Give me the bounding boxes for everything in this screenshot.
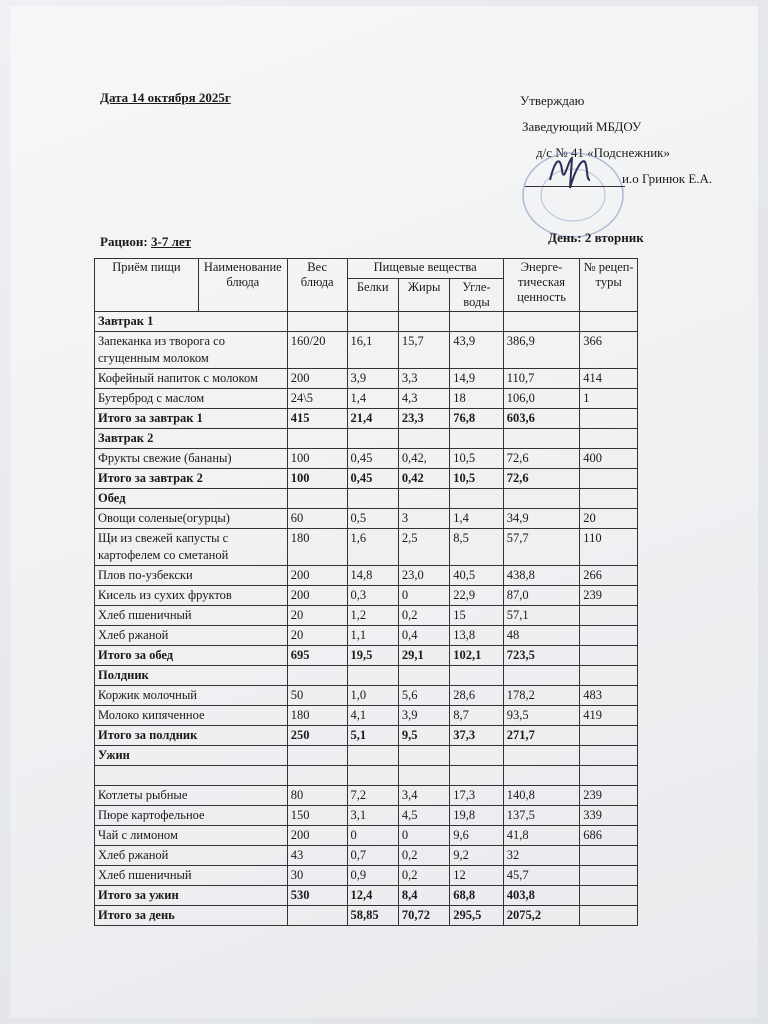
recipe-cell [580, 409, 638, 429]
dish-cell: Хлеб ржаной [95, 626, 288, 646]
fat-cell: 3,3 [398, 369, 449, 389]
recipe-cell: 686 [580, 826, 638, 846]
recipe-cell [580, 606, 638, 626]
energy-cell: 45,7 [503, 866, 580, 886]
empty-cell [287, 666, 347, 686]
recipe-cell: 266 [580, 566, 638, 586]
protein-cell: 16,1 [347, 332, 398, 369]
weight-cell: 30 [287, 866, 347, 886]
approve-position: Заведующий МБДОУ [522, 119, 642, 134]
total-row [95, 469, 638, 489]
energy-cell: 72,6 [503, 469, 580, 489]
day-label: День: 2 вторник [548, 230, 644, 245]
recipe-cell [580, 646, 638, 666]
weight-cell: 150 [287, 806, 347, 826]
dish-cell: Итого за завтрак 1 [95, 409, 288, 429]
fat-cell: 23,0 [398, 566, 449, 586]
protein-cell: 1,4 [347, 389, 398, 409]
recipe-cell: 414 [580, 369, 638, 389]
energy-cell: 106,0 [503, 389, 580, 409]
col-recipe: № рецеп-туры [580, 259, 638, 312]
protein-cell: 1,1 [347, 626, 398, 646]
dish-cell: Запеканка из творога со сгущенным молоком [95, 332, 288, 369]
empty-cell [287, 489, 347, 509]
section-row [95, 746, 638, 766]
fat-cell: 8,4 [398, 886, 449, 906]
dish-cell: Итого за завтрак 2 [95, 469, 288, 489]
dish-cell: Овощи соленые(огурцы) [95, 509, 288, 529]
empty-cell [580, 746, 638, 766]
empty-cell [580, 489, 638, 509]
empty-cell [450, 766, 503, 786]
weight-cell: 200 [287, 566, 347, 586]
dish-cell: Кисель из сухих фруктов [95, 586, 288, 606]
protein-cell: 12,4 [347, 886, 398, 906]
weight-cell [287, 906, 347, 926]
protein-cell: 21,4 [347, 409, 398, 429]
dish-cell: Щи из свежей капусты с картофелем со сметаной [95, 529, 288, 566]
section-row [95, 666, 638, 686]
weight-cell: 80 [287, 786, 347, 806]
carbs-cell: 18 [450, 389, 503, 409]
recipe-cell: 339 [580, 806, 638, 826]
recipe-cell: 239 [580, 586, 638, 606]
table-row [95, 509, 638, 529]
carbs-cell: 28,6 [450, 686, 503, 706]
empty-cell [95, 766, 288, 786]
recipe-cell [580, 726, 638, 746]
weight-cell: 180 [287, 706, 347, 726]
dish-cell: Фрукты свежие (бананы) [95, 449, 288, 469]
energy-cell: 57,7 [503, 529, 580, 566]
protein-cell: 4,1 [347, 706, 398, 726]
section-title: Полдник [95, 666, 288, 686]
empty-cell [347, 429, 398, 449]
energy-cell: 386,9 [503, 332, 580, 369]
table-row [95, 332, 638, 369]
weight-cell: 100 [287, 469, 347, 489]
menu-body [95, 312, 638, 926]
dish-cell: Хлеб пшеничный [95, 866, 288, 886]
weight-cell: 20 [287, 606, 347, 626]
dish-cell: Итого за обед [95, 646, 288, 666]
protein-cell: 0 [347, 826, 398, 846]
energy-cell: 72,6 [503, 449, 580, 469]
ration-prefix: Рацион: [100, 234, 151, 249]
empty-cell [398, 766, 449, 786]
carbs-cell: 13,8 [450, 626, 503, 646]
signature [530, 150, 620, 195]
carbs-cell: 22,9 [450, 586, 503, 606]
fat-cell: 0,42 [398, 469, 449, 489]
section-title: Обед [95, 489, 288, 509]
carbs-cell: 76,8 [450, 409, 503, 429]
empty-cell [347, 746, 398, 766]
energy-cell: 723,5 [503, 646, 580, 666]
recipe-cell [580, 846, 638, 866]
energy-cell: 140,8 [503, 786, 580, 806]
weight-cell: 20 [287, 626, 347, 646]
table-row [95, 369, 638, 389]
dish-cell: Молоко кипяченное [95, 706, 288, 726]
dish-cell: Итого за день [95, 906, 288, 926]
protein-cell: 0,45 [347, 449, 398, 469]
empty-cell [503, 766, 580, 786]
protein-cell: 3,1 [347, 806, 398, 826]
table-row [95, 706, 638, 726]
weight-cell: 200 [287, 369, 347, 389]
empty-cell [503, 489, 580, 509]
total-row [95, 886, 638, 906]
table-row [95, 626, 638, 646]
blank-row [95, 766, 638, 786]
protein-cell: 3,9 [347, 369, 398, 389]
empty-cell [398, 312, 449, 332]
fat-cell: 3,9 [398, 706, 449, 726]
ration-label [100, 234, 191, 250]
empty-cell [347, 666, 398, 686]
carbs-cell: 1,4 [450, 509, 503, 529]
protein-cell: 0,45 [347, 469, 398, 489]
table-row [95, 686, 638, 706]
dish-cell: Итого за полдник [95, 726, 288, 746]
recipe-cell: 110 [580, 529, 638, 566]
empty-cell [347, 312, 398, 332]
table-row [95, 786, 638, 806]
protein-cell: 0,7 [347, 846, 398, 866]
fat-cell: 70,72 [398, 906, 449, 926]
weight-cell: 200 [287, 826, 347, 846]
fat-cell: 3,4 [398, 786, 449, 806]
table-row [95, 606, 638, 626]
energy-cell: 438,8 [503, 566, 580, 586]
recipe-cell: 483 [580, 686, 638, 706]
energy-cell: 603,6 [503, 409, 580, 429]
document-date: Дата 14 октября 2025г [100, 90, 231, 105]
energy-cell: 178,2 [503, 686, 580, 706]
empty-cell [450, 746, 503, 766]
approve-org: д/с № 41 «Подснежник» [536, 145, 670, 160]
col-carbs: Угле-воды [450, 279, 503, 312]
energy-cell: 110,7 [503, 369, 580, 389]
energy-cell: 271,7 [503, 726, 580, 746]
recipe-cell [580, 866, 638, 886]
carbs-cell: 8,5 [450, 529, 503, 566]
table-row [95, 449, 638, 469]
empty-cell [398, 666, 449, 686]
dish-cell: Итого за ужин [95, 886, 288, 906]
empty-cell [503, 429, 580, 449]
table-row [95, 529, 638, 566]
protein-cell: 1,0 [347, 686, 398, 706]
carbs-cell: 10,5 [450, 469, 503, 489]
dish-cell: Котлеты рыбные [95, 786, 288, 806]
dish-cell: Хлеб пшеничный [95, 606, 288, 626]
recipe-cell: 239 [580, 786, 638, 806]
section-title: Ужин [95, 746, 288, 766]
carbs-cell: 15 [450, 606, 503, 626]
protein-cell: 0,9 [347, 866, 398, 886]
carbs-cell: 8,7 [450, 706, 503, 726]
total-row [95, 409, 638, 429]
protein-cell: 0,5 [347, 509, 398, 529]
energy-cell: 41,8 [503, 826, 580, 846]
energy-cell: 57,1 [503, 606, 580, 626]
energy-cell: 32 [503, 846, 580, 866]
protein-cell: 58,85 [347, 906, 398, 926]
protein-cell: 1,2 [347, 606, 398, 626]
energy-cell: 34,9 [503, 509, 580, 529]
energy-cell: 403,8 [503, 886, 580, 906]
weight-cell: 24\5 [287, 389, 347, 409]
approve-title: Утверждаю [520, 93, 585, 108]
recipe-cell: 20 [580, 509, 638, 529]
dish-cell: Хлеб ржаной [95, 846, 288, 866]
col-nutrients: Пищевые вещества [347, 259, 503, 279]
fat-cell: 0 [398, 826, 449, 846]
carbs-cell: 9,6 [450, 826, 503, 846]
carbs-cell: 37,3 [450, 726, 503, 746]
dish-cell: Кофейный напиток с молоком [95, 369, 288, 389]
carbs-cell: 43,9 [450, 332, 503, 369]
protein-cell: 0,3 [347, 586, 398, 606]
fat-cell: 3 [398, 509, 449, 529]
col-protein: Белки [347, 279, 398, 312]
fat-cell: 0,2 [398, 866, 449, 886]
empty-cell [450, 429, 503, 449]
empty-cell [398, 429, 449, 449]
ration-age: 3-7 лет [151, 234, 192, 249]
empty-cell [580, 429, 638, 449]
recipe-cell: 400 [580, 449, 638, 469]
energy-cell: 87,0 [503, 586, 580, 606]
table-row [95, 806, 638, 826]
empty-cell [503, 312, 580, 332]
fat-cell: 0,2 [398, 846, 449, 866]
protein-cell: 5,1 [347, 726, 398, 746]
empty-cell [450, 489, 503, 509]
energy-cell: 93,5 [503, 706, 580, 726]
section-row [95, 489, 638, 509]
dish-cell: Пюре картофельное [95, 806, 288, 826]
empty-cell [287, 312, 347, 332]
weight-cell: 180 [287, 529, 347, 566]
carbs-cell: 40,5 [450, 566, 503, 586]
empty-cell [347, 489, 398, 509]
empty-cell [580, 766, 638, 786]
weight-cell: 50 [287, 686, 347, 706]
signature-line [525, 186, 625, 187]
carbs-cell: 14,9 [450, 369, 503, 389]
empty-cell [347, 766, 398, 786]
weight-cell: 160/20 [287, 332, 347, 369]
fat-cell: 0 [398, 586, 449, 606]
weight-cell: 250 [287, 726, 347, 746]
carbs-cell: 9,2 [450, 846, 503, 866]
protein-cell: 1,6 [347, 529, 398, 566]
col-meal: Приём пищи [95, 259, 199, 312]
energy-cell: 2075,2 [503, 906, 580, 926]
empty-cell [503, 746, 580, 766]
fat-cell: 0,42, [398, 449, 449, 469]
fat-cell: 15,7 [398, 332, 449, 369]
approve-person: и.о Гринюк Е.А. [622, 171, 713, 186]
recipe-cell [580, 626, 638, 646]
carbs-cell: 17,3 [450, 786, 503, 806]
section-title: Завтрак 2 [95, 429, 288, 449]
weight-cell: 530 [287, 886, 347, 906]
empty-cell [503, 666, 580, 686]
section-row [95, 429, 638, 449]
total-row [95, 646, 638, 666]
energy-cell: 137,5 [503, 806, 580, 826]
col-dish: Наименование блюда [198, 259, 287, 312]
empty-cell [580, 666, 638, 686]
dish-cell: Чай с лимоном [95, 826, 288, 846]
dish-cell: Коржик молочный [95, 686, 288, 706]
fat-cell: 2,5 [398, 529, 449, 566]
weight-cell: 60 [287, 509, 347, 529]
table-row [95, 389, 638, 409]
section-row [95, 312, 638, 332]
table-row [95, 866, 638, 886]
col-weight: Вес блюда [287, 259, 347, 312]
table-row [95, 586, 638, 606]
carbs-cell: 102,1 [450, 646, 503, 666]
weight-cell: 415 [287, 409, 347, 429]
fat-cell: 4,5 [398, 806, 449, 826]
empty-cell [287, 429, 347, 449]
table-row [95, 826, 638, 846]
section-title: Завтрак 1 [95, 312, 288, 332]
carbs-cell: 12 [450, 866, 503, 886]
empty-cell [450, 312, 503, 332]
protein-cell: 7,2 [347, 786, 398, 806]
recipe-cell: 366 [580, 332, 638, 369]
empty-cell [398, 489, 449, 509]
recipe-cell [580, 469, 638, 489]
fat-cell: 4,3 [398, 389, 449, 409]
recipe-cell [580, 906, 638, 926]
carbs-cell: 68,8 [450, 886, 503, 906]
empty-cell [287, 746, 347, 766]
table-row [95, 566, 638, 586]
recipe-cell: 419 [580, 706, 638, 726]
table-row [95, 846, 638, 866]
dish-cell: Плов по-узбекски [95, 566, 288, 586]
col-fat: Жиры [398, 279, 449, 312]
fat-cell: 5,6 [398, 686, 449, 706]
fat-cell: 29,1 [398, 646, 449, 666]
energy-cell: 48 [503, 626, 580, 646]
fat-cell: 0,4 [398, 626, 449, 646]
fat-cell: 0,2 [398, 606, 449, 626]
empty-cell [398, 746, 449, 766]
carbs-cell: 19,8 [450, 806, 503, 826]
recipe-cell: 1 [580, 389, 638, 409]
protein-cell: 19,5 [347, 646, 398, 666]
protein-cell: 14,8 [347, 566, 398, 586]
weight-cell: 695 [287, 646, 347, 666]
empty-cell [580, 312, 638, 332]
weight-cell: 43 [287, 846, 347, 866]
col-energy: Энерге-тическая ценность [503, 259, 580, 312]
fat-cell: 23,3 [398, 409, 449, 429]
weight-cell: 200 [287, 586, 347, 606]
empty-cell [287, 766, 347, 786]
empty-cell [450, 666, 503, 686]
weight-cell: 100 [287, 449, 347, 469]
carbs-cell: 10,5 [450, 449, 503, 469]
dish-cell: Бутерброд с маслом [95, 389, 288, 409]
menu-table [94, 258, 638, 926]
fat-cell: 9,5 [398, 726, 449, 746]
carbs-cell: 295,5 [450, 906, 503, 926]
recipe-cell [580, 886, 638, 906]
total-row [95, 726, 638, 746]
total-row [95, 906, 638, 926]
